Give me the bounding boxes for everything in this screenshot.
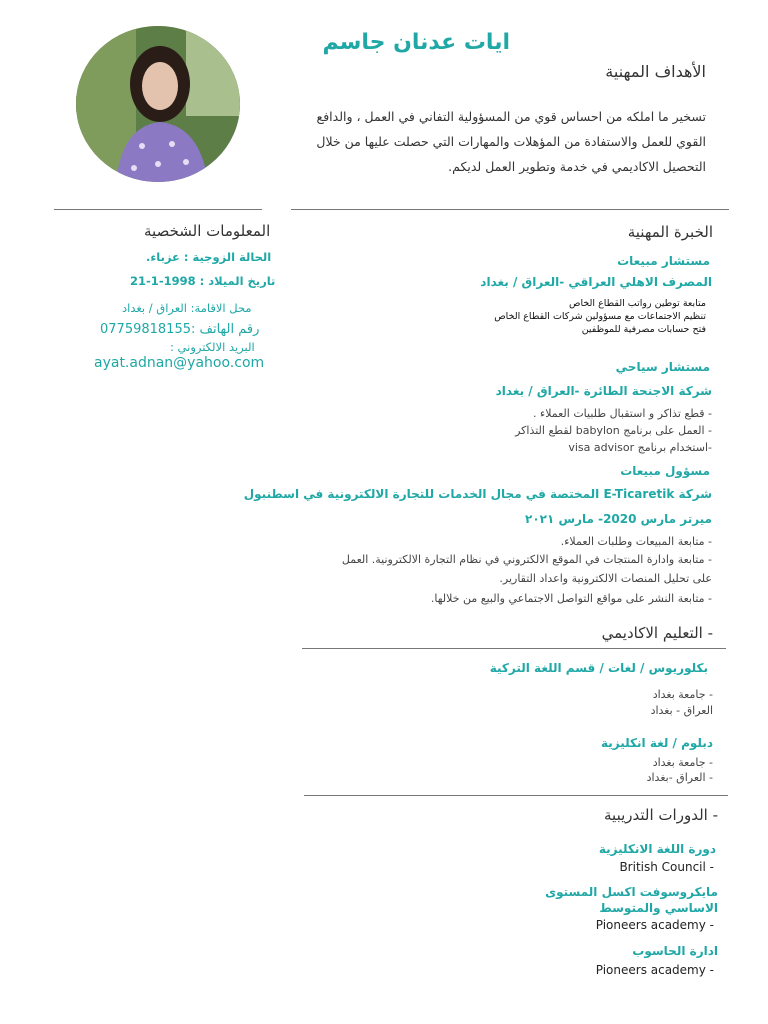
education-divider <box>302 648 726 649</box>
course-name: مايكروسوفت اكسل المستوى الاساسي والمتوسط <box>545 885 718 915</box>
education-title: - التعليم الاكاديمي <box>601 624 713 642</box>
job-item: - متابعة المبيعات وطلبات العملاء. <box>560 535 712 548</box>
course-name: دورة اللغة الانكليزية <box>598 842 716 856</box>
job-item: تنظيم الاجتماعات مع مسؤولين شركات القطاع الخاص <box>494 311 706 322</box>
applicant-name: ايات عدنان جاسم <box>322 30 510 55</box>
job-company: شركة E-Ticaretik المختصة في مجال الخدمات للتجارة الالكترونية في اسطنبول <box>243 487 712 501</box>
personal-divider <box>54 209 262 210</box>
training-title: - الدورات التدريبية <box>604 806 718 824</box>
job-item: -استخدام برنامج visa advisor <box>568 441 712 454</box>
job-item: - متابعة النشر على مواقع التواصل الاجتماعي والبيع من خلالها. <box>430 592 712 605</box>
residence: محل الاقامة: العراق / بغداد <box>122 301 252 315</box>
portrait-illustration <box>76 26 240 182</box>
course-name: ادارة الحاسوب <box>632 944 718 958</box>
job-item: فتح حسابات مصرفية للموظفين <box>581 324 706 335</box>
training-divider <box>304 795 728 796</box>
job-item: - العمل على برنامج babylon لقطع التذاكر <box>515 424 712 437</box>
birth-date: تاريخ الميلاد : 1998-1-21 <box>130 274 276 288</box>
degree-name: بكلوريوس / لغات / قسم اللغة التركية <box>489 661 708 675</box>
objective-text: تسخير ما املكه من احساس قوي من المسؤولية التفاني في العمل ، والدافع القوي للعمل والاستفادة من المؤهلات والمهارات التي حصلت عليها من خلال التحصيل الاكاديمي في خدمة وتطوير العمل لديكم. <box>316 109 706 174</box>
job-item: - متابعة وادارة المنتجات في الموقع الالكتروني في نظام التجارة الالكترونية. العمل <box>341 553 712 566</box>
course-provider: British Council - <box>619 860 714 874</box>
job-company: المصرف الاهلي العراقي -العراق / بغداد <box>480 275 712 289</box>
objective-title: الأهداف المهنية <box>605 62 706 81</box>
marital-status: الحالة الزوجية : عزباء. <box>146 250 272 264</box>
degree-name: دبلوم / لغة انكليزية <box>601 736 713 750</box>
job-period: ميرتر مارس 2020- مارس ٢٠٢١ <box>525 512 712 526</box>
phone: رقم الهاتف :07759818155 <box>100 322 260 337</box>
job-company: شركة الاجنحة الطائرة -العراق / بغداد <box>495 384 712 398</box>
experience-title: الخبرة المهنية <box>627 223 713 241</box>
personal-title: المعلومات الشخصية <box>144 222 271 240</box>
degree-line: - جامعة بغداد <box>652 756 713 769</box>
job-role: مسؤول مبيعات <box>620 464 710 478</box>
job-role: مستشار سياحي <box>615 360 710 374</box>
course-provider: Pioneers academy - <box>595 963 714 977</box>
email-label: البريد الالكتروني : <box>170 340 255 354</box>
profile-photo <box>76 26 240 182</box>
email-link[interactable]: ayat.adnan@yahoo.com <box>94 355 265 371</box>
experience-divider <box>291 209 729 210</box>
degree-line: العراق - بغداد <box>650 704 713 717</box>
job-role: مستشار مبيعات <box>617 254 710 268</box>
job-item: - قطع تذاكر و استقبال طلبيات العملاء . <box>533 407 712 420</box>
job-item: متابعة توطين رواتب القطاع الخاص <box>569 298 706 309</box>
course-provider: Pioneers academy - <box>595 918 714 932</box>
degree-line: - العراق -بغداد <box>646 771 713 784</box>
degree-line: - جامعة بغداد <box>652 688 713 701</box>
job-item: على تحليل المنصات الالكترونية واعداد التقارير. <box>499 572 712 585</box>
